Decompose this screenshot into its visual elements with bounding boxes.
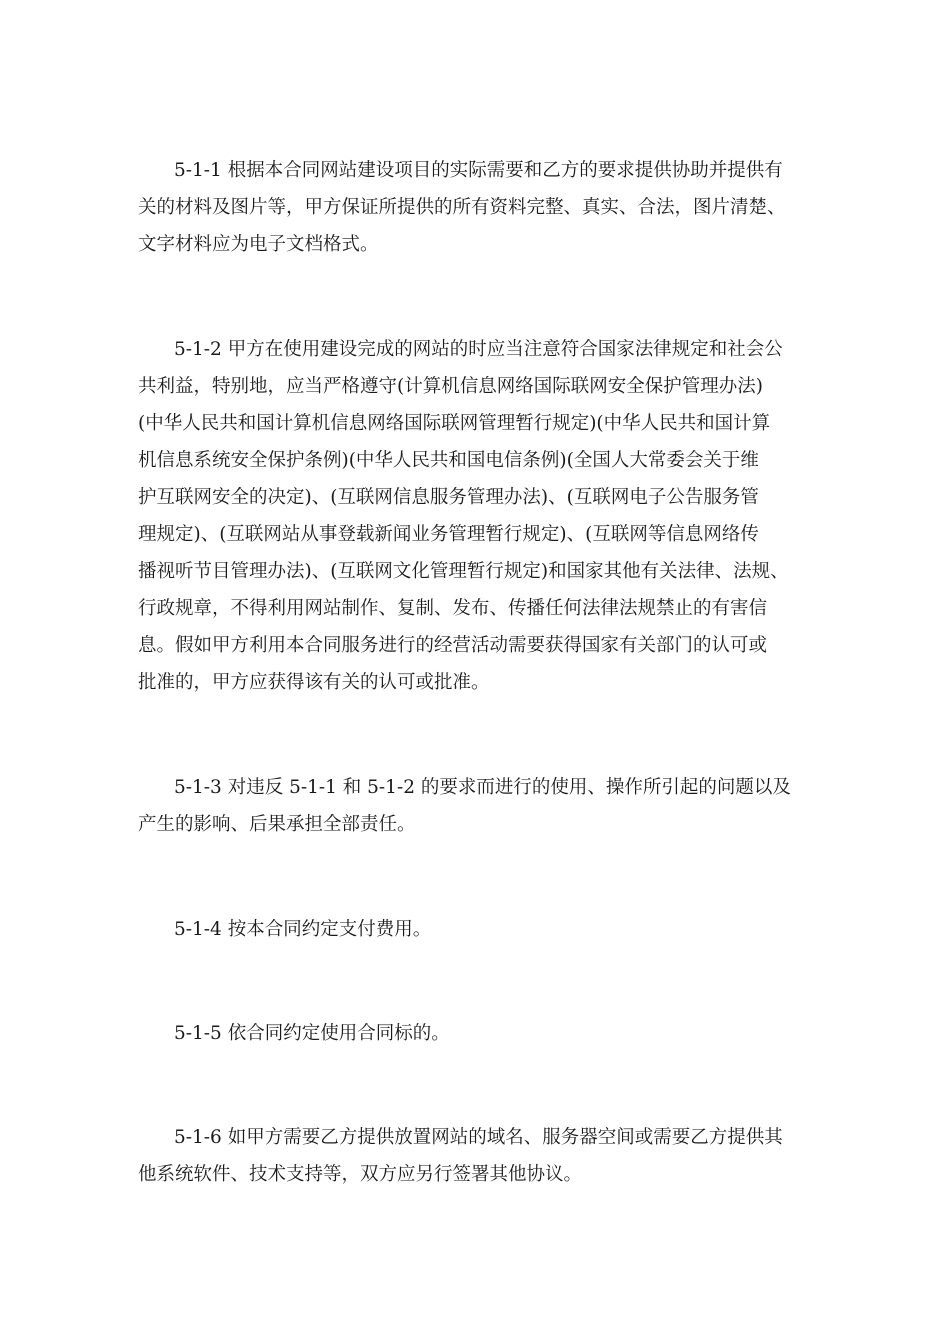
clause-line: 共利益，特别地，应当严格遵守(计算机信息网络国际联网安全保护管理办法) [138,376,763,397]
clause-line: 批准的，甲方应获得该有关的认可或批准。 [138,672,490,693]
clause-line: 播视听节目管理办法)、(互联网文化管理暂行规定)和国家其他有关法律、法规、 [138,561,789,582]
clause-line: 5-1-5 依合同约定使用合同标的。 [174,1023,450,1044]
clause-5-1-6 [138,1119,818,1193]
clause-line: 5-1-6 如甲方需要乙方提供放置网站的域名、服务器空间或需要乙方提供其 [174,1127,783,1148]
clause-line: 护互联网安全的决定)、(互联网信息服务管理办法)、(互联网电子公告服务管 [138,487,759,508]
clause-line: 关的材料及图片等，甲方保证所提供的所有资料完整、真实、合法，图片清楚、 [138,197,786,218]
clause-line: 5-1-4 按本合同约定支付费用。 [174,919,432,940]
clause-line: (中华人民共和国计算机信息网络国际联网管理暂行规定)(中华人民共和国计算 [138,413,771,434]
clause-line: 文字材料应为电子文档格式。 [138,234,379,255]
clause-5-1-1 [138,152,818,263]
clause-5-1-5 [138,1015,818,1052]
clause-line: 行政规章，不得利用网站制作、复制、发布、传播任何法律法规禁止的有害信 [138,598,768,619]
clause-line: 理规定)、(互联网站从事登载新闻业务管理暂行规定)、(互联网等信息网络传 [138,524,759,545]
clause-line: 机信息系统安全保护条例)(中华人民共和国电信条例)(全国人大常委会关于维 [138,450,759,471]
clause-line: 他系统软件、技术支持等，双方应另行签署其他协议。 [138,1164,583,1185]
clause-5-1-2 [138,331,818,701]
clause-line: 5-1-2 甲方在使用建设完成的网站的时应当注意符合国家法律规定和社会公 [174,339,783,360]
clause-line: 5-1-1 根据本合同网站建设项目的实际需要和乙方的要求提供协助并提供有 [174,160,783,181]
clause-line: 息。假如甲方利用本合同服务进行的经营活动需要获得国家有关部门的认可或 [138,635,768,656]
clause-5-1-3 [138,769,818,843]
clause-line: 5-1-3 对违反 5-1-1 和 5-1-2 的要求而进行的使用、操作所引起的问题以及 [174,777,791,798]
clause-5-1-4 [138,911,818,948]
clause-line: 产生的影响、后果承担全部责任。 [138,814,416,835]
